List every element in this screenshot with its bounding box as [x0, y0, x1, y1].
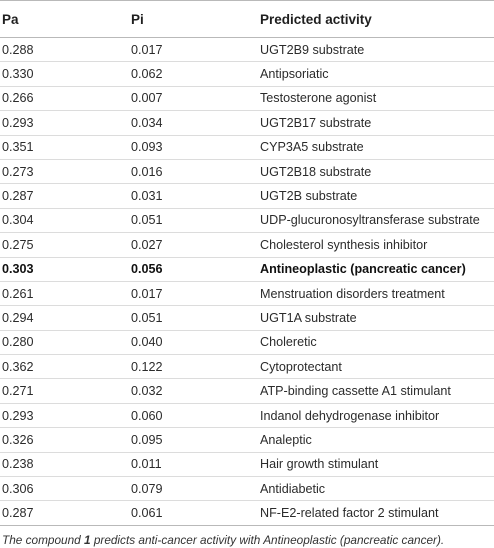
- activity-cell: UGT2B18 substrate: [260, 164, 372, 179]
- pi-cell: 0.095: [131, 432, 163, 447]
- pi-cell: 0.040: [131, 335, 163, 350]
- pi-cell: 0.017: [131, 42, 163, 57]
- header-row: [0, 1, 494, 38]
- activity-cell: ATP-binding cassette A1 stimulant: [260, 384, 451, 399]
- activity-cell: CYP3A5 substrate: [260, 140, 364, 155]
- pi-cell: 0.051: [131, 213, 163, 228]
- activity-cell: Menstruation disorders treatment: [260, 286, 445, 301]
- pi-cell: 0.061: [131, 506, 163, 521]
- table-row: [0, 38, 494, 62]
- pa-cell: 0.303: [2, 262, 34, 277]
- header-predicted-activity: Predicted activity: [258, 1, 494, 38]
- pa-cell: 0.287: [2, 189, 34, 204]
- pi-cell: 0.027: [131, 237, 163, 252]
- activity-cell: UGT1A substrate: [260, 310, 357, 325]
- pa-cell: 0.293: [2, 115, 34, 130]
- pa-cell: 0.273: [2, 164, 34, 179]
- pi-cell: 0.060: [131, 408, 163, 423]
- pa-cell: 0.351: [2, 140, 34, 155]
- pa-cell: 0.271: [2, 384, 34, 399]
- pa-cell: 0.326: [2, 432, 34, 447]
- pa-cell: 0.306: [2, 481, 34, 496]
- activity-cell: Antineoplastic (pancreatic cancer): [260, 262, 466, 277]
- table-row: [0, 501, 494, 525]
- pi-cell: 0.051: [131, 310, 163, 325]
- activity-cell: Indanol dehydrogenase inhibitor: [260, 408, 440, 423]
- table-footnote: [0, 533, 494, 547]
- activity-cell: Cholesterol synthesis inhibitor: [260, 237, 428, 252]
- pi-cell: 0.011: [131, 457, 162, 472]
- activity-cell: Antipsoriatic: [260, 67, 329, 82]
- activity-cell: Analeptic: [260, 432, 312, 447]
- table-row: [0, 306, 494, 330]
- activity-cell: Choleretic: [260, 335, 317, 350]
- pa-cell: 0.275: [2, 237, 34, 252]
- header-pi: Pi: [129, 1, 258, 38]
- table-row: [0, 379, 494, 403]
- table-row: [0, 257, 494, 281]
- pi-cell: 0.062: [131, 67, 163, 82]
- table-row: [0, 477, 494, 501]
- header-pa: Pa: [0, 1, 129, 38]
- activity-cell: UGT2B substrate: [260, 189, 358, 204]
- pi-cell: 0.017: [131, 286, 163, 301]
- activity-cell: UDP-glucuronosyltransferase substrate: [260, 213, 480, 228]
- pa-cell: 0.261: [2, 286, 34, 301]
- pi-cell: 0.093: [131, 140, 163, 155]
- activity-cell: NF-E2-related factor 2 stimulant: [260, 506, 439, 521]
- table-row: [0, 233, 494, 257]
- pa-cell: 0.294: [2, 310, 34, 325]
- pi-cell: 0.034: [131, 115, 163, 130]
- pi-cell: 0.079: [131, 481, 163, 496]
- table-row: [0, 86, 494, 110]
- pi-cell: 0.122: [131, 359, 163, 374]
- table-row: [0, 62, 494, 86]
- pa-cell: 0.287: [2, 506, 34, 521]
- footnote-text-before: The compound: [2, 532, 84, 547]
- table-row: [0, 452, 494, 476]
- table-row: [0, 330, 494, 354]
- activity-cell: Cytoprotectant: [260, 359, 342, 374]
- pi-cell: 0.031: [131, 189, 163, 204]
- table-row: [0, 355, 494, 379]
- pi-cell: 0.056: [131, 262, 163, 277]
- activity-cell: Hair growth stimulant: [260, 457, 379, 472]
- table-header: [0, 1, 494, 38]
- pa-cell: 0.330: [2, 67, 34, 82]
- table-row: [0, 208, 494, 232]
- pa-cell: 0.266: [2, 91, 34, 106]
- pi-cell: 0.032: [131, 384, 163, 399]
- pi-cell: 0.007: [131, 91, 163, 106]
- activity-cell: UGT2B17 substrate: [260, 115, 372, 130]
- table-row: [0, 159, 494, 183]
- pa-cell: 0.280: [2, 335, 34, 350]
- activity-cell: Testosterone agonist: [260, 91, 377, 106]
- table-row: [0, 184, 494, 208]
- pa-cell: 0.238: [2, 457, 34, 472]
- pa-cell: 0.288: [2, 42, 34, 57]
- table-row: [0, 428, 494, 452]
- table-row: [0, 135, 494, 159]
- table-row: [0, 281, 494, 305]
- table-row: [0, 111, 494, 135]
- pi-cell: 0.016: [131, 164, 163, 179]
- activity-cell: UGT2B9 substrate: [260, 42, 365, 57]
- footnote-compound-number: 1: [83, 532, 91, 547]
- table-row: [0, 403, 494, 427]
- activity-cell: Antidiabetic: [260, 481, 326, 496]
- pa-cell: 0.304: [2, 213, 34, 228]
- pa-cell: 0.293: [2, 408, 34, 423]
- footnote-text-after: predicts anti-cancer activity with Antineoplastic (pancreatic cancer).: [90, 532, 445, 547]
- table-body: [0, 38, 494, 526]
- pa-cell: 0.362: [2, 359, 34, 374]
